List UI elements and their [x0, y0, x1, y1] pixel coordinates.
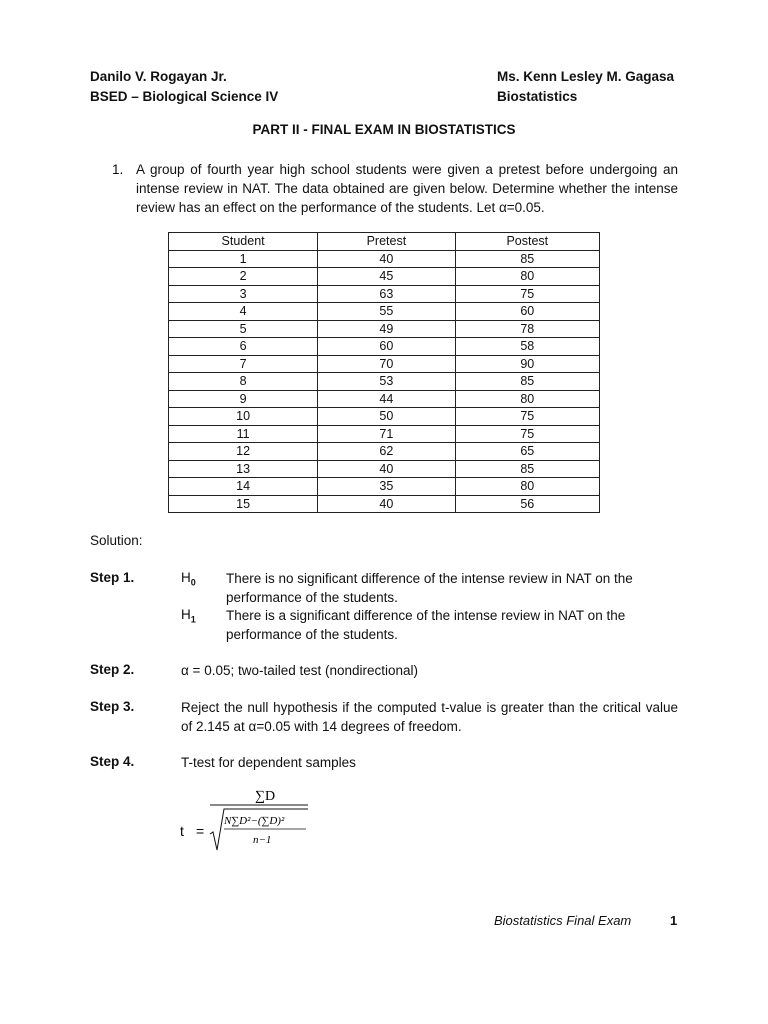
step-2-label: Step 2. — [90, 662, 135, 677]
formula-inner-numerator: N∑D²−(∑D)² — [224, 815, 285, 827]
table-row — [169, 390, 600, 408]
step-2-text: α = 0.05; two-tailed test (nondirectional) — [181, 663, 419, 678]
instructor-block — [497, 67, 674, 107]
step-3-text: Reject the null hypothesis if the computed t-value is greater than the critical value of 2.145 at α=0.05 with 14 degrees of freedom. — [181, 700, 678, 734]
cell-student: 4 — [169, 303, 318, 321]
formula-lhs: t — [180, 823, 184, 839]
cell-pretest: 35 — [318, 478, 455, 496]
cell-student: 15 — [169, 495, 318, 513]
cell-postest: 80 — [455, 478, 599, 496]
cell-postest: 85 — [455, 373, 599, 391]
table-row — [169, 495, 600, 513]
column-header-student: Student — [169, 233, 318, 251]
cell-pretest: 70 — [318, 355, 455, 373]
cell-student: 10 — [169, 408, 318, 426]
cell-postest: 60 — [455, 303, 599, 321]
author-program: BSED – Biological Science IV — [90, 89, 279, 104]
column-header-postest: Postest — [455, 233, 599, 251]
table-row — [169, 355, 600, 373]
t-test-formula — [180, 786, 320, 856]
cell-postest: 85 — [455, 460, 599, 478]
cell-student: 9 — [169, 390, 318, 408]
table-row — [169, 443, 600, 461]
table-row — [169, 478, 600, 496]
cell-student: 5 — [169, 320, 318, 338]
cell-student: 6 — [169, 338, 318, 356]
table-row — [169, 303, 600, 321]
cell-pretest: 45 — [318, 268, 455, 286]
cell-postest: 80 — [455, 390, 599, 408]
formula-numerator: ∑D — [255, 789, 276, 804]
step-4-label: Step 4. — [90, 754, 135, 769]
cell-postest: 75 — [455, 425, 599, 443]
cell-postest: 85 — [455, 250, 599, 268]
cell-pretest: 40 — [318, 460, 455, 478]
cell-pretest: 40 — [318, 495, 455, 513]
cell-postest: 75 — [455, 285, 599, 303]
cell-postest: 78 — [455, 320, 599, 338]
cell-postest: 75 — [455, 408, 599, 426]
cell-student: 3 — [169, 285, 318, 303]
table-row — [169, 338, 600, 356]
h0-symbol: $H_0$ — [181, 570, 196, 588]
table-row — [169, 268, 600, 286]
formula-inner-denominator: n−1 — [253, 834, 272, 846]
cell-student: 14 — [169, 478, 318, 496]
cell-postest: 56 — [455, 495, 599, 513]
question-1 — [112, 160, 678, 217]
exam-title: PART II - FINAL EXAM IN BIOSTATISTICS — [252, 122, 516, 137]
cell-student: 7 — [169, 355, 318, 373]
h1-text: There is a significant difference of the intense review in NAT on the performance of the students. — [226, 608, 626, 642]
solution-label: Solution: — [90, 533, 143, 548]
cell-postest: 80 — [455, 268, 599, 286]
cell-pretest: 71 — [318, 425, 455, 443]
table-row — [169, 425, 600, 443]
cell-pretest: 60 — [318, 338, 455, 356]
cell-pretest: 40 — [318, 250, 455, 268]
table-row — [169, 320, 600, 338]
cell-pretest: 44 — [318, 390, 455, 408]
cell-student: 12 — [169, 443, 318, 461]
cell-postest: 65 — [455, 443, 599, 461]
cell-postest: 90 — [455, 355, 599, 373]
table-row — [169, 250, 600, 268]
author-block — [90, 67, 278, 107]
cell-postest: 58 — [455, 338, 599, 356]
instructor-name: Ms. Kenn Lesley M. Gagasa — [497, 69, 675, 84]
h1-symbol: $H_1$ — [181, 607, 196, 625]
h0-text: There is no significant difference of the intense review in NAT on the performance of the students. — [226, 571, 633, 605]
cell-student: 11 — [169, 425, 318, 443]
table-header-row — [169, 233, 600, 251]
step-4-text: T-test for dependent samples — [181, 755, 356, 770]
cell-student: 13 — [169, 460, 318, 478]
cell-pretest: 50 — [318, 408, 455, 426]
cell-pretest: 49 — [318, 320, 455, 338]
table-row — [169, 373, 600, 391]
question-text: A group of fourth year high school students were given a pretest before undergoing an intense review in NAT. The data obtained are given below. Determine whether the intense review has an effect on the performance of the students. Let α=0.05. — [136, 162, 678, 215]
question-number: 1. — [112, 162, 124, 177]
cell-student: 8 — [169, 373, 318, 391]
course-name: Biostatistics — [497, 89, 578, 104]
column-header-pretest: Pretest — [318, 233, 455, 251]
author-name: Danilo V. Rogayan Jr. — [90, 69, 227, 84]
table-row — [169, 408, 600, 426]
page-number: 1 — [670, 913, 678, 928]
step-3-label: Step 3. — [90, 699, 135, 714]
cell-pretest: 53 — [318, 373, 455, 391]
cell-pretest: 62 — [318, 443, 455, 461]
cell-pretest: 63 — [318, 285, 455, 303]
formula-equals: = — [196, 823, 205, 839]
cell-student: 1 — [169, 250, 318, 268]
step-1-label: Step 1. — [90, 570, 135, 585]
data-table — [168, 232, 600, 513]
table-body — [169, 250, 600, 513]
footer-title: Biostatistics Final Exam — [494, 913, 632, 928]
table-row — [169, 285, 600, 303]
table-row — [169, 460, 600, 478]
cell-student: 2 — [169, 268, 318, 286]
cell-pretest: 55 — [318, 303, 455, 321]
